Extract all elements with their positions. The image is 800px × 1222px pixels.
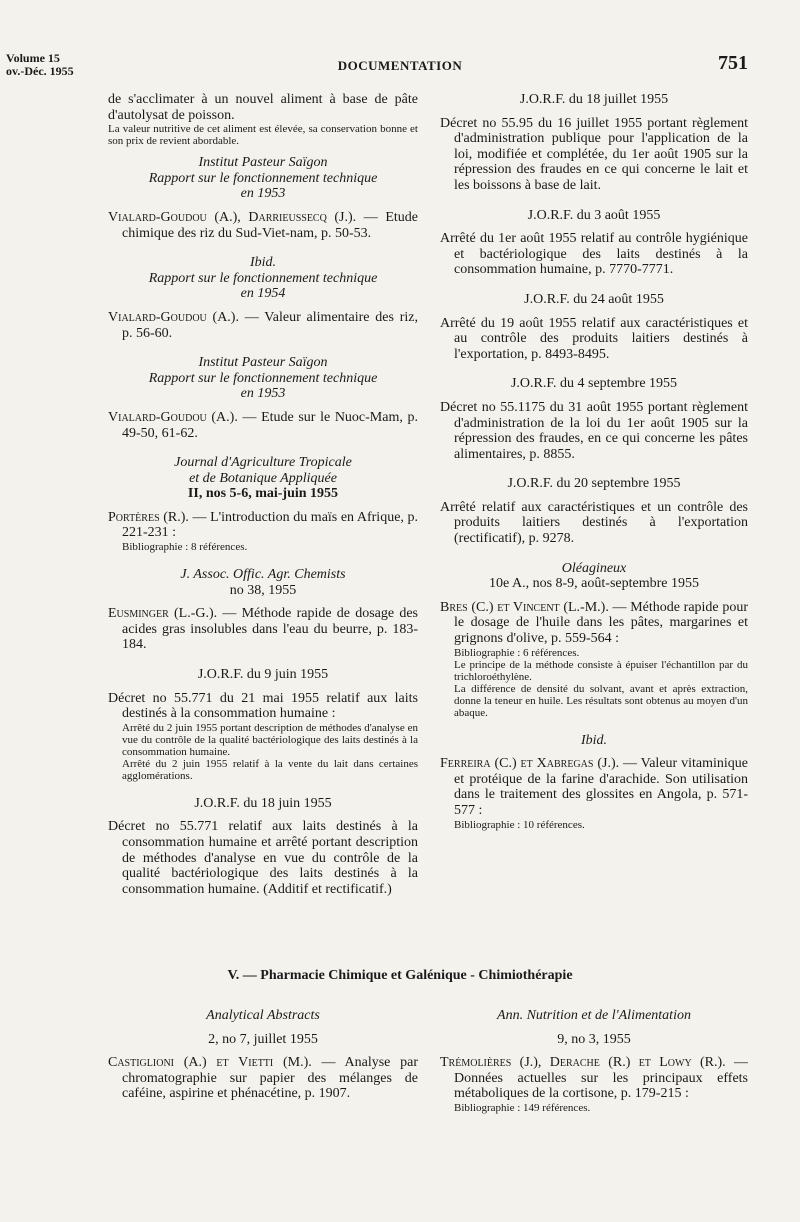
reference-entry: Décret no 55.771 relatif aux laits destinés à la consommation humaine et arrêté portant description de méthodes d'analyse en vue du contrôle de la qualité bactériologique des laits destinés à la consommation humaine. (Additif et rectificatif.) [108, 819, 418, 897]
source-heading: Ibid. [580, 732, 608, 748]
abstract-note: Le principe de la méthode consiste à épuiser l'échantillon par du trichloroéthylène. [454, 658, 748, 683]
author: Vialard-Goudou (A.), Darrieussecq (J.). [108, 209, 357, 225]
reference-entry: Arrêté relatif aux caractéristiques et un contrôle des produits laitiers destinés à l'exportation (rectificatif), p. 9278. [440, 499, 748, 547]
reference-text: — L'introduction du maïs en Afrique, p. 221-231 : [122, 509, 419, 541]
bibliography-note: Bibliographie : 149 références. [454, 1101, 591, 1114]
bibliography-note: Bibliographie : 8 références. [122, 541, 248, 554]
reference-entry [108, 1055, 418, 1102]
author: Vialard-Goudou (A.). [108, 309, 239, 325]
reference-entry: Arrêté du 19 août 1955 relatif aux caractéristiques et au contrôle des produits laitiers destinés à l'exportation, p. 8493-8495. [440, 315, 748, 362]
reference-entry [440, 1055, 748, 1102]
right-column [440, 92, 748, 831]
bottom-right-column [440, 1008, 748, 1114]
source-heading: Institut Pasteur Saïgon [198, 155, 328, 171]
reference-entry: Arrêté du 1er août 1955 relatif au contrôle hygiénique et bactériologique des laits destinés à la consommation humaine, p. 7770-7771. [440, 231, 748, 278]
source-heading: Journal d'Agriculture Tropicale [174, 455, 352, 471]
bibliography-note: Bibliographie : 6 références. [454, 646, 580, 659]
issue-heading: no 38, 1955 [229, 582, 297, 598]
author: Castiglioni (A.) et Vietti (M.). [108, 1055, 312, 1071]
source-heading: J.O.R.F. du 3 août 1955 [527, 207, 661, 223]
issue-heading: 10e A., nos 8-9, août-septembre 1955 [489, 576, 699, 592]
annex-note: Arrêté du 2 juin 1955 relatif à la vente du lait dans certaines agglomérations. [122, 757, 418, 782]
bibliography-note: Bibliographie : 10 références. [454, 818, 585, 831]
author: Eusminger (L.-G.). [108, 606, 218, 622]
source-heading: J. Assoc. Offic. Agr. Chemists [180, 567, 346, 583]
source-heading: Oléagineux [561, 560, 627, 576]
reference-text: — Méthode rapide de dosage des acides gras insolubles dans l'eau du beurre, p. 183-184. [122, 606, 418, 653]
source-heading: Ibid. [249, 255, 277, 271]
source-heading: en 1953 [240, 386, 286, 402]
period-label: ov.-Déc. 1955 [6, 64, 74, 78]
source-heading: J.O.R.F. du 9 juin 1955 [197, 667, 329, 683]
issue-heading: II, nos 5-6, mai-juin 1955 [187, 486, 339, 502]
source-heading: J.O.R.F. du 18 juillet 1955 [519, 92, 669, 107]
continuation-note: La valeur nutritive de cet aliment est élevée, sa conservation bonne et son prix de revient abordable. [108, 123, 418, 148]
reference-text: — Valeur vitaminique et protéique de la farine d'arachide. Son utilisation dans le traitement des glossites en Angola, p. 571-577 : [454, 756, 748, 818]
reference-text: — Données actuelles sur les principaux effets métaboliques de la cortisone, p. 179-215 : [454, 1055, 749, 1102]
source-heading: et de Botanique Appliquée [189, 470, 337, 486]
reference-entry [108, 510, 418, 541]
source-heading: J.O.R.F. du 4 septembre 1955 [510, 376, 678, 392]
source-heading: J.O.R.F. du 24 août 1955 [524, 291, 664, 307]
source-heading: J.O.R.F. du 20 septembre 1955 [507, 476, 681, 492]
source-heading: Rapport sur le fonctionnement technique [148, 270, 378, 286]
author: Bres (C.) et Vincent (L.-M.). [440, 599, 609, 615]
source-heading: Ann. Nutrition et de l'Alimentation [497, 1008, 691, 1023]
running-title: DOCUMENTATION [337, 58, 463, 73]
reference-entry: Décret no 55.95 du 16 juillet 1955 portant règlement d'administration publique pour l'application de la loi, modifiée et complétée, du 1er août 1905 sur la répression des fraudes en ce qui concerne le lait et les boissons à base de lait. [440, 115, 748, 193]
source-heading: en 1954 [240, 286, 286, 302]
reference-text: — Etude sur le Nuoc-Mam, p. 49-50, 61-62. [122, 409, 418, 441]
reference-entry: Décret no 55.1175 du 31 août 1955 portant règlement d'administration de la loi du 1er août 1905 sur la répression des fraudes, en ce qui concerne les pâtes alimentaires, p. 8855. [440, 399, 748, 462]
abstract-note: La différence de densité du solvant, avant et après extraction, donne la teneur en huile. Les résultats sont obtenus au moyen d'un abaque. [454, 682, 748, 719]
source-heading: J.O.R.F. du 18 juin 1955 [194, 795, 332, 811]
section-heading: V. — Pharmacie Chimique et Galénique - Chimiothérapie [227, 968, 573, 983]
reference-text: — Etude chimique des riz du Sud-Viet-nam, p. 50-53. [122, 209, 418, 241]
reference-entry [108, 606, 418, 653]
page-number: 751 [718, 52, 748, 74]
reference-entry [108, 210, 418, 241]
reference-text: — Valeur alimentaire des riz, p. 56-60. [122, 309, 418, 341]
reference-text: — Méthode rapide pour le dosage de l'huile dans les pâtes, margarines et grignons d'olive, p. 559-564 : [454, 599, 748, 647]
reference-entry [440, 756, 748, 818]
author: Ferreira (C.) et Xabregas (J.). [440, 756, 620, 772]
issue-heading: 9, no 3, 1955 [557, 1031, 631, 1047]
volume-label: Volume 15 [6, 51, 60, 65]
reference-entry [108, 310, 418, 341]
source-heading: Rapport sur le fonctionnement technique [148, 370, 378, 386]
reference-text: — Analyse par chromatographie sur papier des mélanges de caféine, aspirine et phénacétine, p. 1907. [122, 1055, 418, 1102]
source-heading: Rapport sur le fonctionnement technique [148, 170, 378, 186]
annex-note: Arrêté du 2 juin 1955 portant description de méthodes d'analyse en vue du contrôle de la qualité bactériologique des laits destinés à la consommation humaine. [122, 721, 418, 758]
reference-entry [108, 410, 418, 441]
source-heading: en 1953 [240, 186, 286, 202]
bottom-left-column [108, 1008, 418, 1102]
left-column [108, 92, 418, 897]
reference-entry: Décret no 55.771 du 21 mai 1955 relatif aux laits destinés à la consommation humaine : [108, 690, 418, 722]
issue-heading: 2, no 7, juillet 1955 [208, 1031, 318, 1047]
author: Portères (R.). [108, 509, 189, 525]
source-heading: Analytical Abstracts [206, 1008, 320, 1023]
author: Trémolières (J.), Derache (R.) et Lowy (R.). [440, 1055, 726, 1071]
source-heading: Institut Pasteur Saïgon [198, 355, 328, 371]
reference-entry [440, 600, 748, 647]
author: Vialard-Goudou (A.). [108, 409, 238, 425]
continuation-text: de s'acclimater à un nouvel aliment à base de pâte d'autolysat de poisson. [108, 92, 418, 123]
